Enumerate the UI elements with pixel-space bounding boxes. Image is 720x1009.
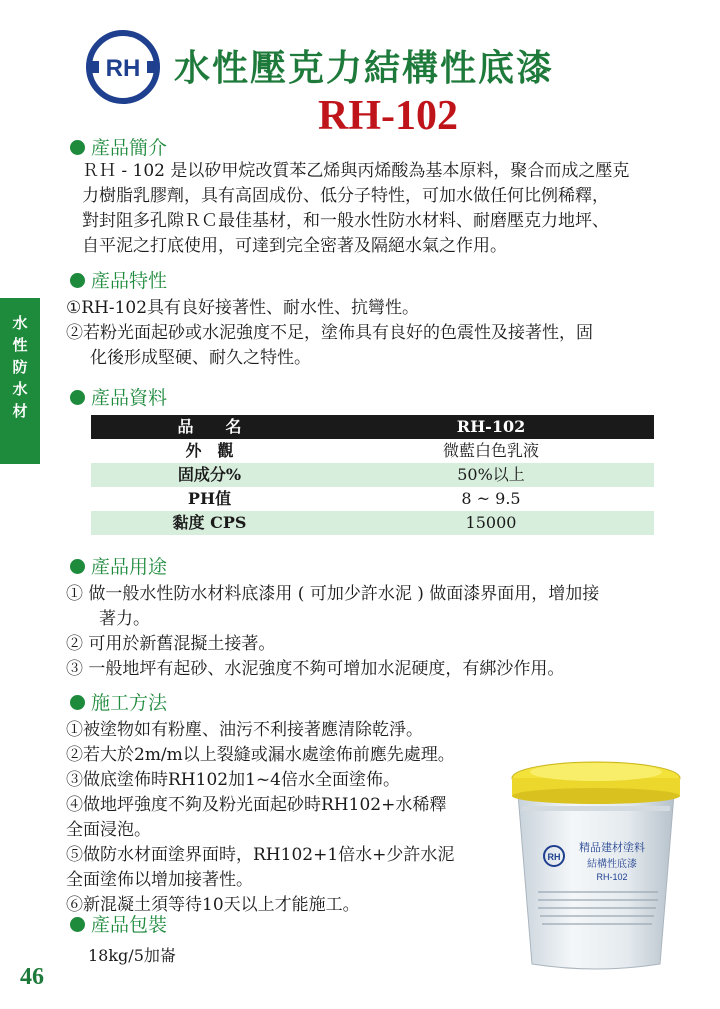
rh-logo [86, 30, 160, 104]
bucket-label-line2: 結構性底漆 [587, 859, 637, 870]
list-item: ②若粉光面起砂或水泥強度不足，塗佈具有良好的色震性及接著性，固 [66, 323, 593, 343]
svg-text:RH: RH [547, 852, 561, 862]
features-list [66, 296, 696, 371]
table-header-cell: 品 名 [91, 415, 328, 439]
bullet-dot-icon [70, 140, 85, 155]
intro-paragraph [82, 159, 692, 259]
paragraph-line: 力樹脂乳膠劑，具有高固成份、低分子特性，可加水做任何比例稀釋， [82, 186, 609, 206]
table-cell-key: PH值 [187, 489, 232, 508]
bullet-dot-icon [70, 559, 85, 574]
section-heading-intro [70, 133, 167, 160]
table-row [91, 463, 654, 487]
bucket-label-line1: 精品建材塗料 [579, 841, 645, 854]
list-item: ④做地坪強度不夠及粉光面起砂時RH102+水稀釋 [66, 795, 447, 815]
bullet-dot-icon [70, 695, 85, 710]
table-cell-value: 微藍白色乳液 [442, 441, 539, 460]
table-cell-value: 15000 [328, 511, 654, 535]
paragraph-line: ＲＨ - 102 是以矽甲烷改質苯乙烯與丙烯酸為基本原料，聚合而成之壓克 [82, 161, 630, 181]
side-tab-char: 水 [12, 314, 28, 332]
bullet-dot-icon [70, 390, 85, 405]
section-heading-text: 產品用途 [91, 556, 168, 578]
bullet-dot-icon [70, 917, 85, 932]
section-heading-text: 施工方法 [91, 692, 168, 714]
list-item: 著力。 [99, 609, 150, 629]
list-item: 化後形成堅硬、耐久之特性。 [90, 348, 311, 368]
list-item: ⑤做防水材面塗界面時，RH102+1倍水+少許水泥 [66, 845, 455, 865]
side-tab-char: 性 [12, 336, 28, 354]
product-bucket-image [508, 758, 684, 974]
bucket-label-line3: RH-102 [596, 872, 628, 882]
table-cell-key: 外 觀 [185, 441, 234, 460]
table-row [91, 439, 654, 463]
side-tab-char: 水 [12, 380, 28, 398]
table-cell-key: 黏度 CPS [91, 511, 328, 535]
section-heading-packaging [70, 910, 167, 937]
section-heading-data [70, 383, 167, 410]
side-tab-char: 防 [12, 358, 28, 376]
section-heading-method [70, 688, 167, 715]
section-heading-usage [70, 552, 167, 579]
table-cell-value: 50%以上 [328, 463, 654, 487]
paragraph-line: 自平泥之打底使用，可達到完全密著及隔絕水氣之作用。 [82, 236, 507, 256]
list-item: ③做底塗佈時RH102加1~4倍水全面塗佈。 [66, 770, 400, 790]
section-heading-text: 產品資料 [91, 387, 168, 409]
list-item: ①RH-102具有良好接著性、耐水性、抗彎性。 [66, 298, 420, 318]
spec-table [91, 415, 654, 535]
list-item: ③ 一般地坪有起砂、水泥強度不夠可增加水泥硬度，有綁沙作用。 [66, 659, 565, 679]
table-row [91, 511, 654, 535]
table-cell-value: 8 ~ 9.5 [461, 489, 521, 508]
section-heading-features [70, 266, 167, 293]
list-item: ⑥新混凝土須等待10天以上才能施工。 [66, 895, 360, 915]
list-item: 全面浸泡。 [66, 820, 151, 840]
usage-list [66, 582, 696, 682]
page-number: 46 [20, 964, 44, 990]
method-list [66, 718, 506, 918]
packaging-text: 18kg/5加崙 [88, 946, 176, 965]
list-item: ① 做一般水性防水材料底漆用 ( 可加少許水泥 ) 做面漆界面用，增加接 [66, 584, 600, 604]
logo-text: RH [105, 55, 141, 82]
list-item: 全面塗佈以增加接著性。 [66, 870, 253, 890]
section-heading-text: 產品特性 [91, 270, 168, 292]
table-header-row [91, 415, 654, 439]
model-number: RH-102 [318, 93, 458, 139]
section-heading-text: 產品包裝 [91, 914, 168, 936]
list-item: ② 可用於新舊混擬土接著。 [66, 634, 276, 654]
page-title: 水性壓克力結構性底漆 [174, 48, 555, 89]
category-side-tab [0, 298, 40, 464]
bullet-dot-icon [70, 273, 85, 288]
section-heading-text: 產品簡介 [91, 137, 168, 159]
side-tab-char: 材 [12, 402, 28, 420]
table-cell-key: 固成分% [91, 463, 328, 487]
list-item: ①被塗物如有粉塵、油污不利接著應清除乾淨。 [66, 720, 423, 740]
table-header-cell: RH-102 [328, 415, 654, 439]
paragraph-line: 對封阻多孔隙ＲＣ最佳基材，和一般水性防水材料、耐磨壓克力地坪、 [82, 211, 609, 231]
table-row [91, 487, 654, 511]
list-item: ②若大於2m/m以上裂縫或漏水處塗佈前應先處理。 [66, 745, 455, 765]
